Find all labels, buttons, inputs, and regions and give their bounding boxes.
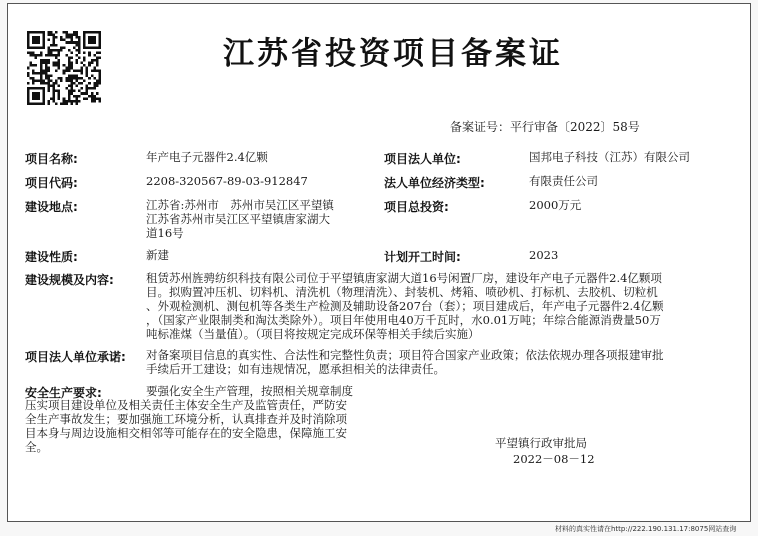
location-line: 江苏省苏州市吴江区平望镇唐家湖大: [146, 212, 330, 226]
safety-content: [25, 384, 375, 454]
start-time-label: 计划开工时间:: [384, 250, 461, 264]
location-line: 江苏省:苏州市 苏州市吴江区平望镇: [146, 198, 334, 212]
scale-line: 吨标准煤（当量值）。（项目将按规定完成环保等相关手续后实施）: [146, 327, 480, 341]
scale-content: [146, 271, 663, 341]
record-number: 备案证号：平行审备〔2022〕58号: [450, 120, 640, 134]
commitment-line: 对备案项目信息的真实性、合法性和完整性负责；项目符合国家产业政策；依法依规办理各项报建审批: [146, 348, 664, 362]
legal-unit-label: 项目法人单位:: [384, 152, 461, 166]
commitment-line: 手续后开工建设；如有违规情况，愿承担相关的法律责任。: [146, 362, 445, 376]
start-time-value: 2023: [529, 248, 559, 262]
project-code-label: 项目代码:: [25, 176, 78, 190]
scale-line: 租赁苏州旌骋纺织科技有限公司位于平望镇唐家湖大道16号闲置厂房，建设年产电子元器件2.4亿颗项: [146, 271, 662, 285]
scale-line: 、外观检测机、测包机等各类生产检测及辅助设备207台（套）；项目建成后，年产电子元器件2.4亿颗: [146, 299, 664, 313]
safety-line: 全生产事故发生；要加强施工环境分析，认真排查并及时消除项: [25, 412, 347, 426]
location-value: [146, 198, 334, 240]
economic-type-value: 有限责任公司: [529, 174, 598, 188]
safety-line: 要强化安全生产管理，按照相关规章制度: [146, 384, 353, 398]
legal-unit-value: 国邦电子科技（江苏）有限公司: [529, 150, 690, 164]
project-code-value: 2208-320567-89-03-912847: [146, 174, 308, 188]
location-line: 道16号: [146, 226, 184, 240]
commitment-content: [146, 348, 664, 376]
issuing-authority: 平望镇行政审批局: [495, 436, 587, 450]
project-name-value: 年产电子元器件2.4亿颗: [146, 150, 268, 164]
scale-line: 目。拟购置冲压机、切料机、清洗机（物理清洗）、封装机、烤箱、喷砂机、打标机、去胶机、切粒机: [146, 285, 658, 299]
qr-code-icon[interactable]: [27, 31, 101, 105]
scale-line: ，（国家产业限制类和淘汰类除外）。项目年使用电40万千瓦时，水0.01万吨；年综合能源消费量50万: [146, 313, 661, 327]
safety-line: 目本身与周边设施相交相邻等可能存在的安全隐患，保障施工安: [25, 426, 347, 440]
safety-line: 压实项目建设单位及相关责任主体安全生产及监管责任，严防安: [25, 398, 347, 412]
verification-note[interactable]: 材料的真实性请在http://222.190.131.17:8075网站查询: [555, 525, 737, 533]
project-name-label: 项目名称:: [25, 152, 78, 166]
scale-label: 建设规模及内容:: [25, 273, 114, 287]
safety-label: 安全生产要求:: [25, 386, 102, 400]
safety-line: 全。: [25, 440, 48, 454]
location-label: 建设地点:: [25, 200, 78, 214]
commitment-label: 项目法人单位承诺:: [25, 350, 126, 364]
document-title: 江苏省投资项目备案证: [223, 36, 563, 72]
total-investment-value: 2000万元: [529, 198, 582, 212]
total-investment-label: 项目总投资:: [384, 200, 449, 214]
nature-label: 建设性质:: [25, 250, 78, 264]
nature-value: 新建: [146, 248, 169, 262]
issue-date: 2022－08－12: [513, 452, 595, 466]
economic-type-label: 法人单位经济类型:: [384, 176, 485, 190]
certificate-document: [7, 3, 751, 522]
